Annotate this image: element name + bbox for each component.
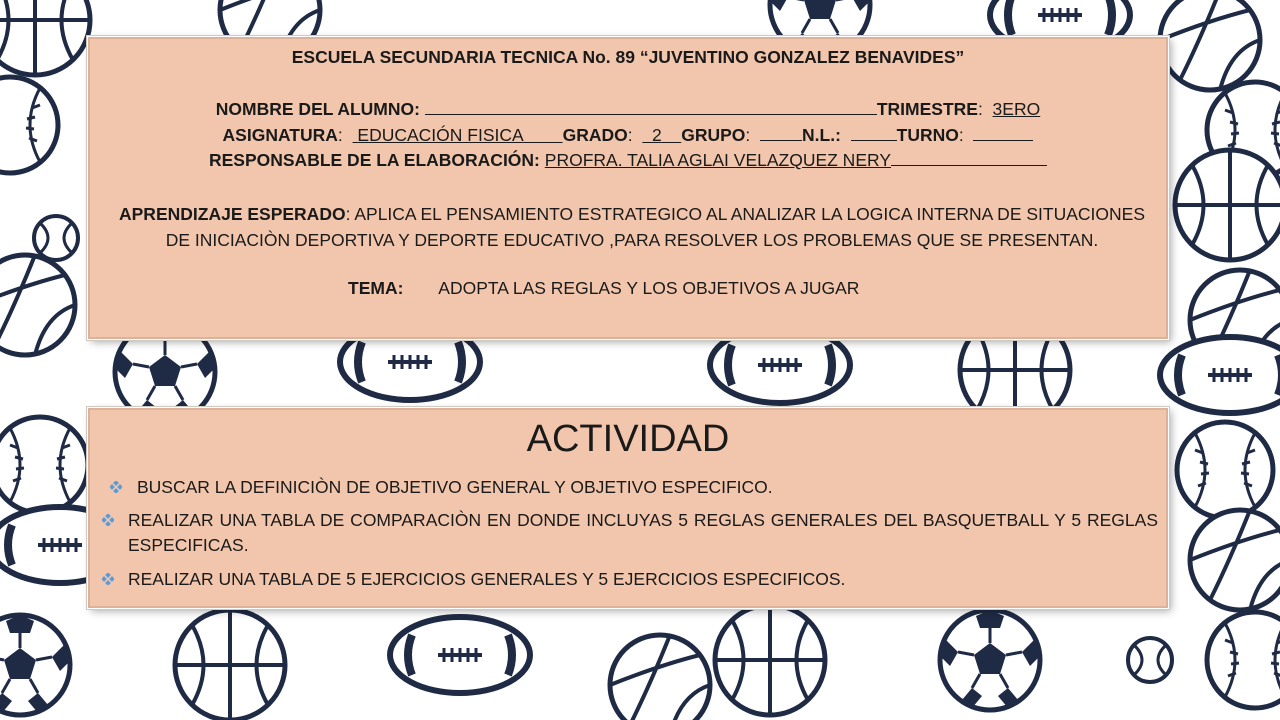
student-name-field[interactable] [425, 99, 877, 115]
student-label: NOMBRE DEL ALUMNO: [215, 99, 420, 119]
activity-item-text: BUSCAR LA DEFINICIÒN DE OBJETIVO GENERAL Y OBJETIVO ESPECIFICO. [137, 477, 773, 497]
school-name: ESCUELA SECUNDARIA TECNICA No. 89 “JUVENTINO GONZALEZ BENAVIDES” [291, 47, 965, 67]
activity-item-text: REALIZAR UNA TABLA DE COMPARACIÒN EN DONDE INCLUYAS 5 REGLAS GENERALES DEL BASQUETBALL Y 5 REGLAS ESPECIFICAS. [128, 510, 1158, 555]
goal-label: APRENDIZAJE ESPERADO [119, 204, 346, 224]
diamond-bullet-icon [102, 514, 114, 526]
author-value: PROFRA. TALIA AGLAI VELAZQUEZ NERY [544, 150, 891, 170]
student-line: NOMBRE DEL ALUMNO: TRIMESTRE: 3ERO [215, 99, 1041, 119]
author-trailing-line [891, 150, 1047, 166]
theme-value: ADOPTA LAS REGLAS Y LOS OBJETIVOS A JUGAR [438, 278, 860, 298]
group-field[interactable] [760, 125, 802, 141]
author-line [90, 150, 1166, 171]
goal-text: APLICA EL PENSAMIENTO ESTRATEGICO AL ANALIZAR LA LOGICA INTERNA DE SITUACIONES DE INICIACIÒN DEPORTIVA Y DEPORTE EDUCATIVO ,PARA RESOLVER LOS PROBLEMAS QUE SE PRESENTAN. [165, 204, 1145, 250]
group-label: GRUPO [681, 125, 746, 145]
author-label: RESPONSABLE DE LA ELABORACIÓN: [208, 150, 540, 170]
trimester-value: 3ERO [992, 99, 1041, 119]
shift-field[interactable] [973, 125, 1033, 141]
diamond-bullet-icon [110, 481, 122, 493]
header-panel [88, 37, 1168, 339]
theme-line [348, 278, 859, 299]
diamond-bullet-icon [102, 573, 114, 585]
learning-goal: APRENDIZAJE ESPERADO: APLICA EL PENSAMIENTO ESTRATEGICO AL ANALIZAR LA LOGICA INTERNA DE SITUACIONES DE INICIACIÒN DEPORTIVA Y DEPORTE EDUCATIVO ,PARA RESOLVER LOS PROBLEMAS QUE SE PRESENTAN. [119, 204, 1145, 250]
activity-title: ACTIVIDAD [526, 418, 730, 460]
activity-panel [88, 408, 1168, 608]
subject-value: EDUCACIÓN FISICA [357, 125, 524, 145]
activity-item-text: REALIZAR UNA TABLA DE 5 EJERCICIOS GENERALES Y 5 EJERCICIOS ESPECIFICOS. [128, 569, 846, 589]
nl-label: N.L.: [802, 125, 841, 145]
nl-field[interactable] [851, 125, 897, 141]
grade-value: 2 [652, 125, 662, 145]
shift-label: TURNO [896, 125, 959, 145]
subject-line: ASIGNATURA: EDUCACIÓN FISICA GRADO: 2 GRUPO: N.L.: TURNO: [90, 125, 1166, 146]
theme-label: TEMA: [348, 278, 404, 298]
grade-label: GRADO [562, 125, 628, 145]
trimester-label: TRIMESTRE [876, 99, 978, 119]
subject-label: ASIGNATURA [222, 125, 338, 145]
